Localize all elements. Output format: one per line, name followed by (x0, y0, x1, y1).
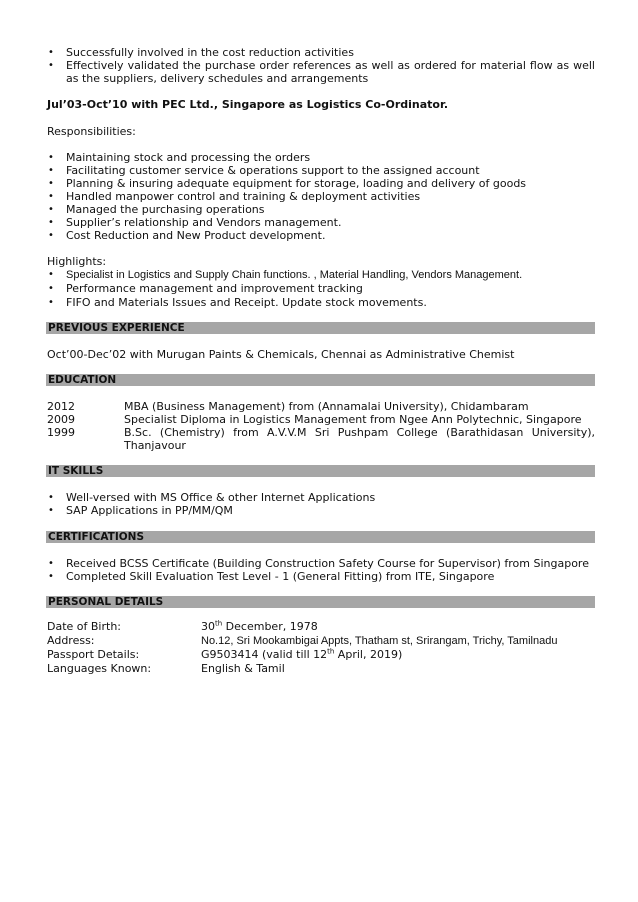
section-heading-certifications: CERTIFICATIONS (46, 531, 595, 543)
previous-experience-text: Oct’00-Dec’02 with Murugan Paints & Chemicals, Chennai as Administrative Chemist (47, 348, 515, 361)
list-item: • Specialist in Logistics and Supply Chain functions. , Material Handling, Vendors Management. (48, 269, 523, 281)
bullet-icon: • (48, 283, 54, 294)
list-item: • Handled manpower control and training & deployment activities (48, 190, 421, 203)
job-title: Jul’03-Oct’10 with PEC Ltd., Singapore as Logistics Co-Ordinator. (47, 98, 449, 111)
list-item: • Received BCSS Certificate (Building Construction Safety Course for Supervisor) from Singapore (48, 557, 589, 570)
bullet-icon: • (48, 152, 54, 163)
education-year: 2012 (47, 400, 75, 413)
list-item: • Supplier’s relationship and Vendors management. (48, 216, 342, 229)
responsibilities-list (47, 151, 595, 242)
it-skills-list (47, 491, 595, 517)
bullet-icon: • (48, 47, 54, 58)
education-text: B.Sc. (Chemistry) from A.V.V.M Sri Pushpam College (Barathidasan University), Thanjavour (124, 426, 595, 452)
address-value: No.12, Sri Mookambigai Appts, Thatham st, Srirangam, Trichy, Tamilnadu (201, 635, 558, 647)
section-heading-previous-experience: PREVIOUS EXPERIENCE (46, 322, 595, 334)
bullet-icon: • (48, 178, 54, 189)
languages-value: English & Tamil (201, 662, 285, 675)
list-item: • Cost Reduction and New Product development. (48, 229, 326, 242)
list-item: • SAP Applications in PP/MM/QM (48, 504, 233, 517)
bullet-icon: • (48, 558, 54, 569)
bullet-icon: • (48, 165, 54, 176)
list-item: • Well-versed with MS Office & other Internet Applications (48, 491, 376, 504)
education-text: Specialist Diploma in Logistics Management from Ngee Ann Polytechnic, Singapore (124, 413, 582, 426)
list-item: • Completed Skill Evaluation Test Level - 1 (General Fitting) from ITE, Singapore (48, 570, 495, 583)
passport-value: G9503414 (valid till 12th April, 2019) (201, 647, 403, 661)
dob-label: Date of Birth: (47, 620, 122, 633)
bullet-icon: • (48, 191, 54, 202)
passport-label: Passport Details: (47, 648, 140, 661)
education-text: MBA (Business Management) from (Annamalai University), Chidambaram (124, 400, 529, 413)
bullet-icon: • (48, 204, 54, 215)
languages-label: Languages Known: (47, 662, 152, 675)
list-item: • Managed the purchasing operations (48, 203, 265, 216)
highlights-label: Highlights: (47, 255, 107, 268)
bullet-icon: • (48, 230, 54, 241)
list-item: • Successfully involved in the cost reduction activities (48, 46, 354, 59)
list-item: • Performance management and improvement tracking (48, 282, 363, 295)
bullet-icon: • (48, 217, 54, 228)
bullet-icon: • (48, 297, 54, 308)
list-item: • Maintaining stock and processing the orders (48, 151, 311, 164)
list-item: • Planning & insuring adequate equipment for storage, loading and delivery of goods (48, 177, 527, 190)
highlights-list (47, 268, 595, 310)
list-item: • Facilitating customer service & operations support to the assigned account (48, 164, 480, 177)
bullet-icon: • (48, 60, 54, 71)
dob-value: 30th December, 1978 (201, 619, 318, 633)
certifications-list (47, 557, 595, 583)
section-heading-it-skills: IT SKILLS (46, 465, 595, 477)
bullet-icon: • (48, 492, 54, 503)
section-heading-education: EDUCATION (46, 374, 595, 386)
education-year: 1999 (47, 426, 75, 439)
education-year: 2009 (47, 413, 75, 426)
bullet-icon: • (48, 505, 54, 516)
list-item: • Effectively validated the purchase order references as well as ordered for material flow as well as the suppliers, delivery schedules and arrangements (48, 59, 595, 85)
section-heading-personal-details: PERSONAL DETAILS (46, 596, 595, 608)
list-item: • FIFO and Materials Issues and Receipt. Update stock movements. (48, 296, 427, 309)
responsibilities-label: Responsibilities: (47, 125, 136, 138)
bullet-icon: • (48, 269, 54, 280)
bullet-icon: • (48, 571, 54, 582)
top-bullet-list (47, 46, 595, 85)
address-label: Address: (47, 634, 95, 647)
